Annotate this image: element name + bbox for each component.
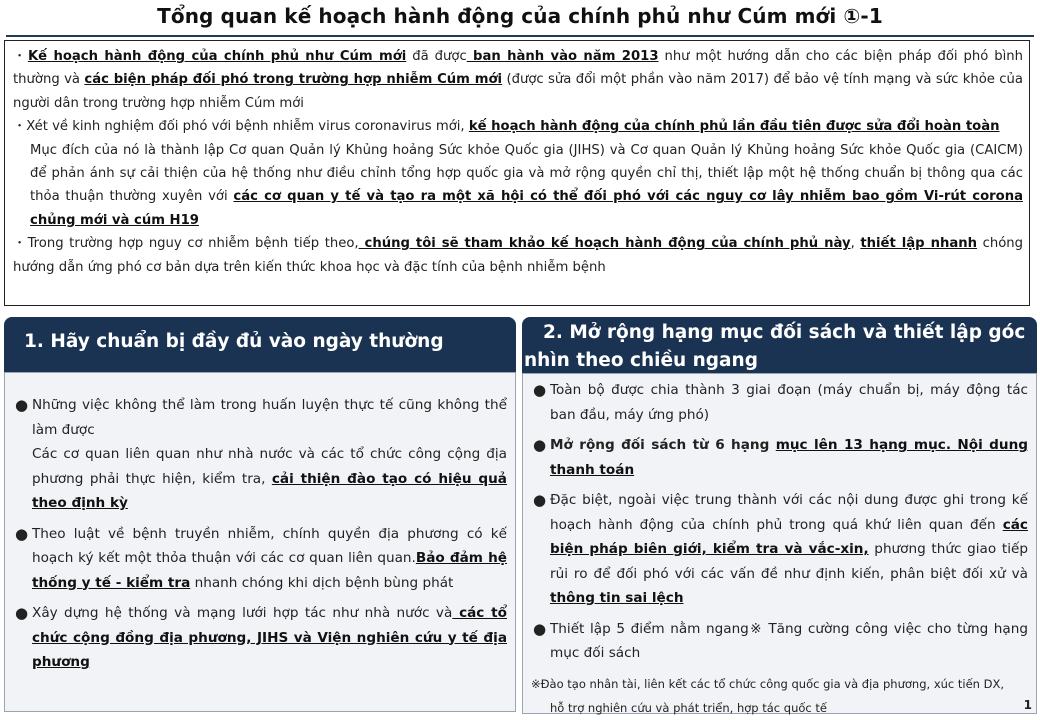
emphasis-text: ban hành vào năm 2013 [466, 49, 659, 64]
emphasis-text: chúng tôi sẽ tham khảo kế hoạch hành động của chính phủ này [358, 236, 851, 252]
bullet-icon: ● [533, 381, 547, 399]
body-text: Theo luật về bệnh truyền nhiễm, chính quyền địa phương có kế hoạch ký kết một thỏa thuận với các cơ quan liên quan. [32, 525, 507, 566]
body-text: Đặc biệt, ngoài việc trung thành với các nội dung được ghi trong kế hoạch hành động của chính phủ trong quá khứ liên quan đến [550, 492, 1028, 533]
bullet-icon: ● [533, 436, 547, 454]
emphasis-text: mục lên 13 hạng mục. Nội dung thanh toán [550, 437, 1028, 478]
bullet-icon: ● [533, 619, 547, 638]
overview-box [4, 40, 1030, 306]
page-title: Tổng quan kế hoạch hành động của chính phủ như Cúm mới ①-1 [157, 4, 883, 28]
emphasis-text: các tổ chức cộng đồng địa phương, JIHS và Viện nghiên cứu y tế địa phương [32, 605, 507, 670]
footnote-line-1: ※Đào tạo nhân tài, liên kết các tổ chức công quốc gia và địa phương, xúc tiến DX, [531, 676, 1005, 691]
emphasis-text: Kế hoạch hành động của chính phủ như Cúm mới [27, 49, 407, 64]
bullet-mark: ・ [13, 119, 27, 135]
bullet-icon: ● [15, 396, 29, 414]
overview-paragraph-1 [13, 45, 1023, 115]
page-number: 1 [1023, 698, 1032, 712]
overview-paragraph-4 [13, 232, 1023, 279]
title-underline [6, 35, 1034, 37]
section-2-body [522, 373, 1037, 714]
bullet-mark: ・ [13, 236, 28, 252]
emphasis-text: cải thiện đào tạo có hiệu quả theo định kỳ [32, 470, 507, 511]
section-2-item-4 [531, 617, 1028, 666]
body-text: như một hướng dẫn cho các biện pháp đối phó bình thường và [13, 49, 1024, 88]
overview-paragraph-3 [13, 139, 1023, 233]
body-text: phương thức giao tiếp rủi ro để đối phó với các vấn đề như định kiến, phân biệt đối xử và [550, 541, 1028, 582]
bullet-mark: ・ [13, 49, 28, 64]
body-text: Thiết lập 5 điểm nằm ngang※ Tăng cường công việc cho từng hạng mục đối sách [550, 620, 1028, 661]
body-text: Trong trường hợp nguy cơ nhiễm bệnh tiếp theo, [27, 236, 359, 252]
body-text: chóng hướng dẫn ứng phó cơ bản dựa trên kiến thức khoa học và đặc tính của bệnh nhiễm bệnh [13, 236, 1023, 275]
section-1-item-1 [13, 393, 507, 516]
overview-paragraph-2 [13, 115, 1023, 138]
bullet-icon: ● [533, 491, 547, 509]
section-2-item-3 [531, 488, 1028, 611]
emphasis-text: thông tin sai lệch [550, 590, 684, 606]
section-2-header-line-1: 2. Mở rộng hạng mục đối sách và thiết lập góc [543, 322, 1026, 343]
bullet-icon: ● [15, 604, 29, 622]
emphasis-text: các biện pháp đối phó trong trường hợp nhiễm Cúm mới [84, 72, 503, 88]
bold-text: Mở rộng đối sách từ 6 hạng [550, 437, 776, 453]
emphasis-text: các cơ quan y tế và tạo ra một xã hội có thể đối phó với các nguy cơ lây nhiễm bao gồm Vi-rút corona chủng mới và cúm H19 [30, 189, 1023, 228]
body-text: nhanh chóng khi dịch bệnh bùng phát [190, 574, 454, 591]
section-2-header-line-2: nhìn theo chiều ngang [524, 350, 758, 371]
section-1-item-3 [13, 601, 507, 675]
emphasis-text: thiết lập nhanh [860, 236, 978, 252]
body-text: Các cơ quan liên quan như nhà nước và các tổ chức công cộng địa phương phải thực hiện, kiểm tra, [32, 446, 507, 487]
body-text: Xây dựng hệ thống và mạng lưới hợp tác như nhà nước và [32, 605, 453, 621]
body-text: , [850, 236, 861, 252]
section-2-header [522, 317, 1037, 373]
emphasis-text: kế hoạch hành động của chính phủ lần đầu tiên được sửa đổi hoàn toàn [468, 119, 1000, 135]
section-1-item-2 [13, 522, 507, 596]
footnote-line-2: hỗ trợ nghiên cứu và phát triển, hợp tác quốc tế [550, 700, 827, 715]
bullet-icon: ● [15, 524, 29, 543]
body-text: Những việc không thể làm trong huấn luyện thực tế cũng không thể làm được [32, 397, 507, 438]
section-2-item-2 [531, 433, 1028, 482]
body-text: Xét về kinh nghiệm đối phó với bệnh nhiễm virus coronavirus mới, [26, 119, 469, 135]
body-text: đã được [406, 49, 467, 64]
body-text: Mục đích của nó là thành lập Cơ quan Quản lý Khủng hoảng Sức khỏe Quốc gia (JIHS) và Cơ quan Quản lý Khủng hoảng Sức khỏe Quốc gia (CAICM) để phản ánh sự cải thiện của hệ thống như điều chỉnh tổng hợp quốc gia và mở rộng quyền chỉ thị, thiết lập một hệ thống chuẩn bị thông qua các thỏa thuận thường xuyên với [30, 142, 1023, 205]
section-1-header: 1. Hãy chuẩn bị đầy đủ vào ngày thường [4, 317, 516, 372]
emphasis-text: các biện pháp biên giới, kiểm tra và vắc-xin, [550, 516, 1028, 557]
section-1-body [4, 372, 516, 712]
body-text: (được sửa đổi một phần vào năm 2017) để bảo vệ tính mạng và sức khỏe của người dân trong trường hợp nhiễm Cúm mới [13, 72, 1023, 111]
section-2-item-1 [531, 378, 1028, 427]
body-text: Toàn bộ được chia thành 3 giai đoạn (máy chuẩn bị, máy động tác ban đầu, máy ứng phó) [550, 382, 1028, 423]
emphasis-text: Bảo đảm hệ thống y tế - kiểm tra [32, 550, 507, 591]
